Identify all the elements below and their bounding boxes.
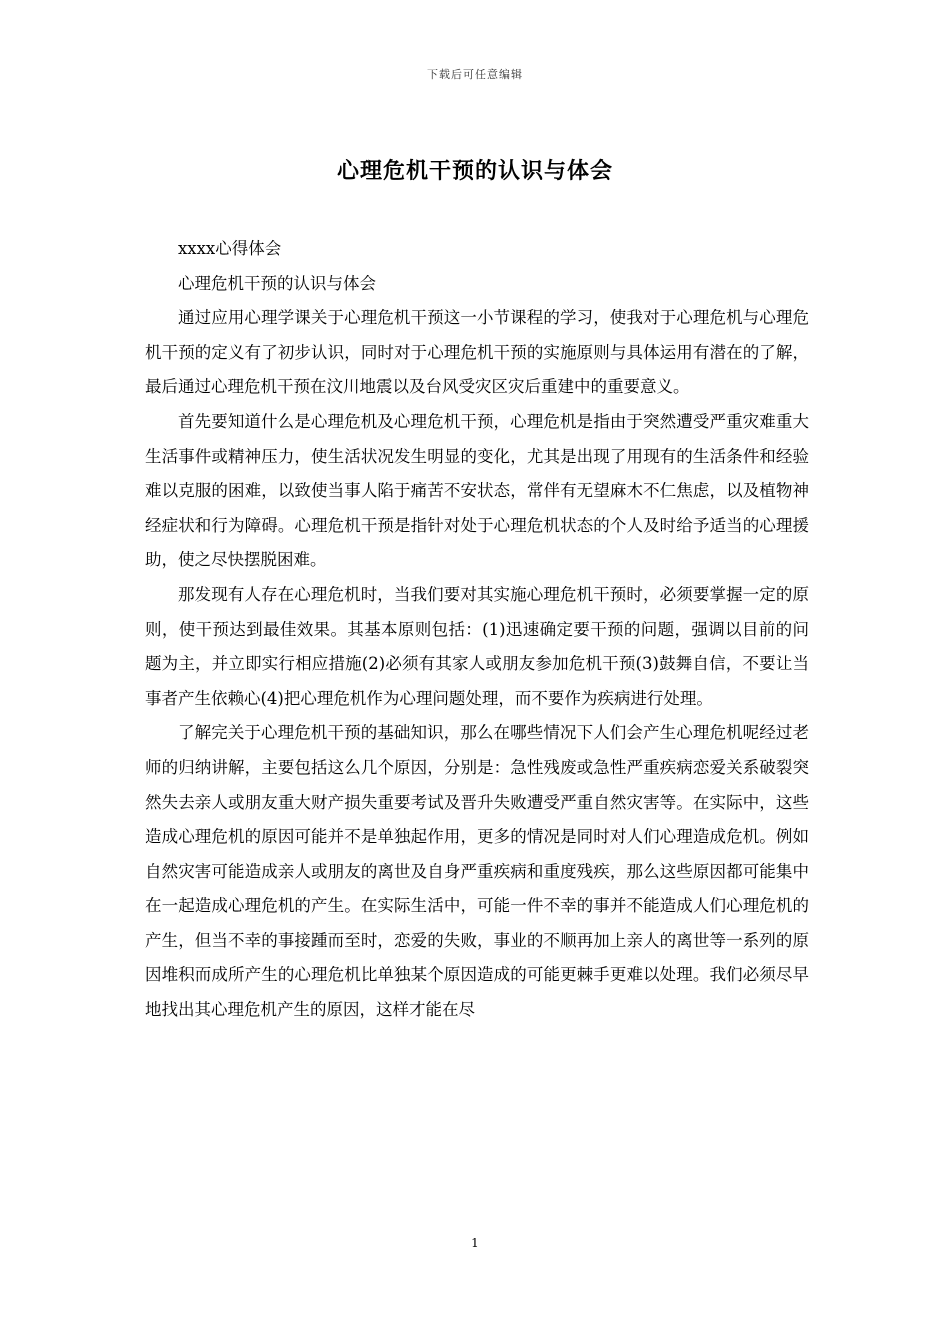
paragraph-subtitle: 心理危机干预的认识与体会 bbox=[178, 273, 376, 293]
paragraph-intro: 通过应用心理学课关于心理危机干预这一小节课程的学习，使我对于心理危机与心理危机干预的定义有了初步认识，同时对于心理危机干预的实施原则与具体运用有潜在的了解，最后通过心理危机干预在汶川地震以及台风受灾区灾后重建中的重要意义。 bbox=[145, 308, 809, 397]
paragraph-definition: 首先要知道什么是心理危机及心理危机干预，心理危机是指由于突然遭受严重灾难重大生活事件或精神压力，使生活状况发生明显的变化，尤其是出现了用现有的生活条件和经验难以克服的困难，以致使当事人陷于痛苦不安状态，常伴有无望麻木不仁焦虑，以及植物神经症状和行为障碍。心理危机干预是指针对处于心理危机状态的个人及时给予适当的心理援助，使之尽快摆脱困难。 bbox=[145, 411, 809, 570]
paragraph-principles: 那发现有人存在心理危机时，当我们要对其实施心理危机干预时，必须要掌握一定的原则，使干预达到最佳效果。其基本原则包括：(1)迅速确定要干预的问题，强调以目前的问题为主，并立即实行相应措施(2)必须有其家人或朋友参加危机干预(3)鼓舞自信，不要让当事者产生依赖心(4)把心理危机作为心理问题处理，而不要作为疾病进行处理。 bbox=[145, 584, 809, 708]
page-number: 1 bbox=[471, 1236, 479, 1250]
paragraph-heading-note: xxxx心得体会 bbox=[178, 239, 282, 258]
document-body bbox=[145, 232, 809, 1028]
paragraph-causes: 了解完关于心理危机干预的基础知识，那么在哪些情况下人们会产生心理危机呢经过老师的归纳讲解，主要包括这么几个原因，分别是：急性残废或急性严重疾病恋爱关系破裂突然失去亲人或朋友重大财产损失重要考试及晋升失败遭受严重自然灾害等。在实际中，这些造成心理危机的原因可能并不是单独起作用，更多的情况是同时对人们心理造成危机。例如自然灾害可能造成亲人或朋友的离世及自身严重疾病和重度残疾，那么这些原因都可能集中在一起造成心理危机的产生。在实际生活中，可能一件不幸的事并不能造成人们心理危机的产生，但当不幸的事接踵而至时，恋爱的失败，事业的不顺再加上亲人的离世等一系列的原因堆积而成所产生的心理危机比单独某个原因造成的可能更棘手更难以处理。我们必须尽早地找出其心理危机产生的原因，这样才能在尽 bbox=[145, 723, 809, 1020]
document-title: 心理危机干预的认识与体会 bbox=[336, 158, 613, 184]
page-header: 下载后可任意编辑 bbox=[427, 68, 523, 81]
